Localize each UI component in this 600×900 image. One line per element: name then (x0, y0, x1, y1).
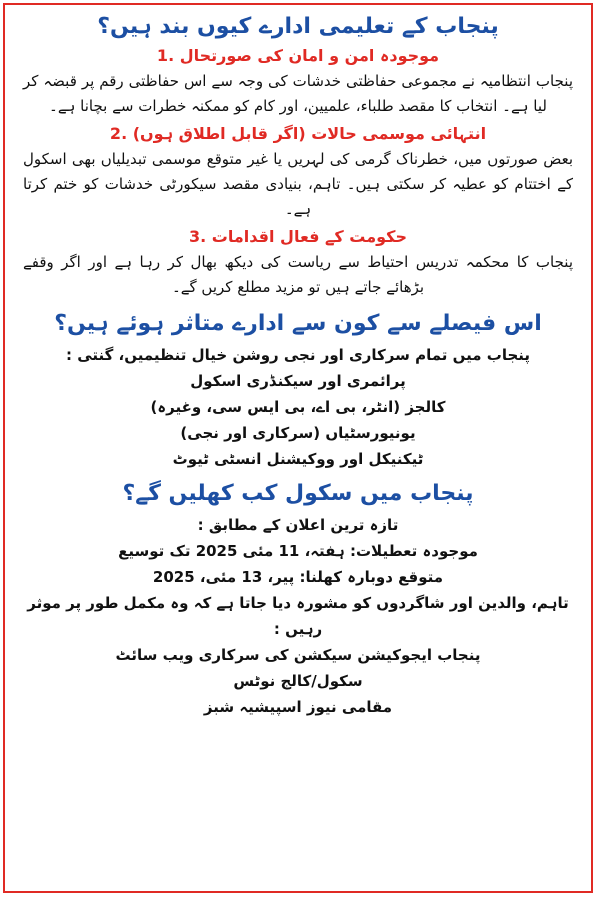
section-3-text: پنجاب کا محکمہ تدریس احتیاط سے ریاست کی دیکھ بھال کر رہا ہے اور اگر وقفے بڑھائے جاتے ہیں تو مزید مطلع کریں گے۔ (23, 253, 573, 296)
list-item: کالجز (انٹر، بی اے، بی ایس سی، وغیرہ) (150, 398, 446, 416)
section-2-heading: انتہائی موسمی حالات (اگر قابل اطلاق ہوں) .2 (109, 124, 487, 143)
reopen-heading: پنجاب میں سکول کب کھلیں گے؟ (122, 481, 474, 506)
section-2-text: بعض صورتوں میں، خطرناک گرمی کی لہریں یا غیر متوقع موسمی تبدیلیاں بھی اسکول کے اختتام کو عطیہ کر سکتی ہیں۔ تاہم، بنیادی مقصد سیکورٹی خدشات کو ختم کرتا ہے۔ (23, 150, 573, 218)
section-1-heading: موجودہ امن و امان کی صورتحال .1 (156, 46, 440, 65)
list-item: مقامی نیوز اسپیشیہ شبز (203, 698, 393, 716)
affected-heading: اس فیصلے سے کون سے ادارے متاثر ہوئے ہیں؟ (54, 311, 542, 336)
page-frame (3, 3, 593, 893)
advice-intro: تاہم، والدین اور شاگردوں کو مشورہ دیا جاتا ہے کہ وہ مکمل طور پر موثر رہیں : (27, 594, 569, 638)
section-1-text: پنجاب انتظامیہ نے مجموعی حفاظتی خدشات کی وجہ سے اس حفاظتی رقم پر قبضہ کر لیا ہے۔ انتخاب کا مقصد طلباء، علمیین، اور کام کو ممکنہ خطرات سے بچانا ہے۔ (23, 72, 573, 115)
current-holidays: موجودہ تعطیلات: ہفتہ، 11 مئی 2025 تک توسیع (118, 542, 478, 560)
section-3-heading: حکومت کے فعال اقدامات .3 (189, 227, 407, 246)
list-item: پنجاب ایجوکیشن سیکشن کی سرکاری ویب سائٹ (115, 646, 481, 664)
list-item: ٹیکنیکل اور ووکیشنل انسٹی ٹیوٹ (172, 450, 424, 468)
list-item: یونیورسٹیاں (سرکاری اور نجی) (180, 424, 416, 442)
reopen-intro: تازہ ترین اعلان کے مطابق : (197, 516, 399, 534)
affected-intro: پنجاب میں تمام سرکاری اور نجی روشن خیال تنظیمیں، گنتی : (65, 346, 531, 364)
article-body (5, 5, 591, 720)
list-item: سکول/کالج نوٹس (233, 672, 363, 690)
list-item: پرائمری اور سیکنڈری اسکول (190, 372, 406, 390)
expected-reopening: متوقع دوبارہ کھلنا: پیر، 13 مئی، 2025 (152, 568, 444, 586)
page-title: پنجاب کے تعلیمی ادارے کیوں بند ہیں؟ (97, 14, 499, 39)
